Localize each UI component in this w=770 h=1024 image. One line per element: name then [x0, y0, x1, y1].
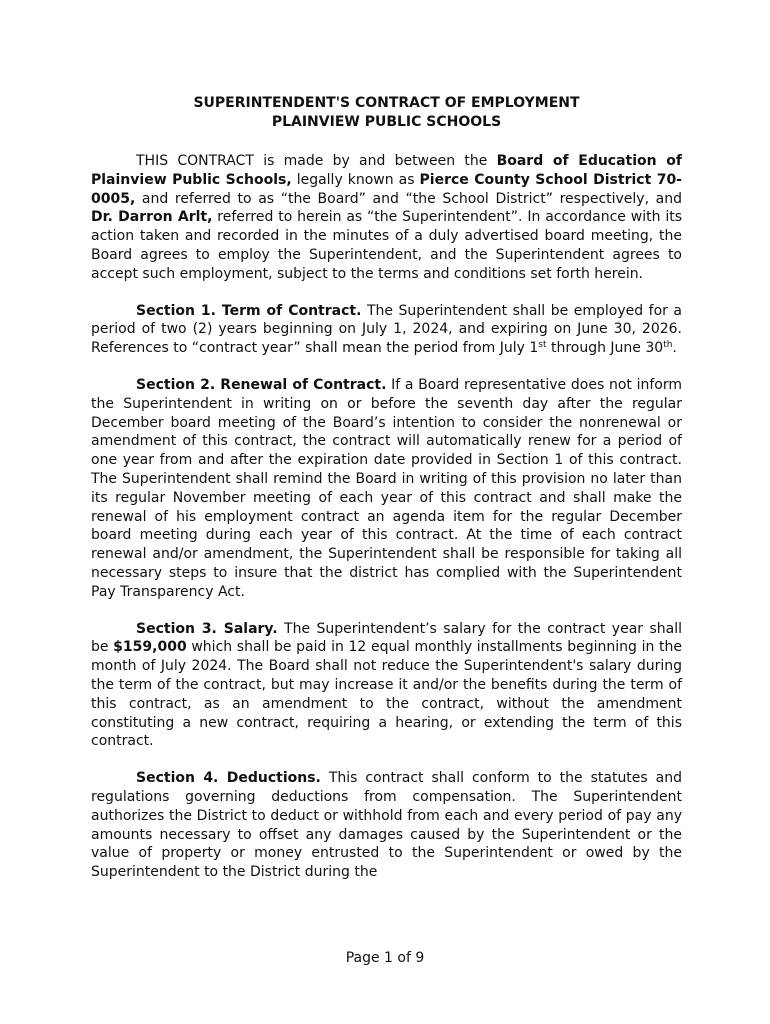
intro-text-3: and referred to as “the Board” and “the School District” respectively, and	[135, 190, 682, 207]
title-line-2: PLAINVIEW PUBLIC SCHOOLS	[271, 114, 502, 130]
section-2-heading: Section 2. Renewal of Contract.	[136, 376, 387, 393]
intro-text-2: legally known as	[291, 171, 420, 188]
section-3-heading: Section 3. Salary.	[136, 620, 278, 637]
section-1-text-1: The Superintendent shall be employed for a period of two (2) years beginning on July 1, 2024, and expiring on June 30, 2026. References to “contract year” shall mean the period from July 1	[91, 302, 682, 357]
intro-text-1: THIS CONTRACT is made by and between the	[136, 153, 497, 169]
section-1-sup-1: st	[538, 340, 547, 351]
superintendent-name: Dr. Darron Arlt,	[91, 209, 213, 226]
section-2	[91, 376, 682, 602]
intro-text-4: referred to herein as “the Superintendent”. In accordance with its action taken and recorded in the minutes of a duly advertised board meeting, the Board agrees to employ the Superintendent, and the Superintendent agrees to accept such employment, subject to the terms and conditions set forth herein.	[91, 209, 682, 282]
section-3	[91, 620, 682, 752]
section-1-text-3: .	[672, 340, 677, 357]
section-3-text-1: The Superintendent’s salary for the contract year shall be	[91, 620, 682, 656]
section-4-body: This contract shall conform to the statutes and regulations governing deductions from compensation. The Superintendent authorizes the District to deduct or withhold from each and every period of pay any amounts necessary to offset any damages caused by the Superintendent or the value of property or money entrusted to the Superintendent or owed by the Superintendent to the District during the	[91, 770, 682, 881]
section-1-heading: Section 1. Term of Contract.	[136, 302, 362, 319]
section-1-sup-2: th	[663, 340, 673, 351]
page-number: Page 1 of 9	[345, 950, 425, 966]
section-3-text-2: which shall be paid in 12 equal monthly installments beginning in the month of July 2024. The Board shall not reduce the Superintendent's salary during the term of the contract, but may increase it and/or the benefits during the term of this contract, as an amendment to the contract, without the amendment constituting a new contract, requiring a hearing, or extending the term of this contract.	[91, 639, 682, 750]
section-2-body: If a Board representative does not inform the Superintendent in writing on or before the seventh day after the regular December board meeting of the Board’s intention to consider the nonrenewal or amendment of this contract, the contract will automatically renew for a period of one year from and after the expiration date provided in Section 1 of this contract. The Superintendent shall remind the Board in writing of this provision no later than its regular November meeting of each year of this contract and shall make the renewal of his employment contract an agenda item for the regular December board meeting during each year of this contract. At the time of each contract renewal and/or amendment, the Superintendent shall be responsible for taking all necessary steps to insure that the district has complied with the Superintendent Pay Transparency Act.	[91, 376, 682, 600]
district-name: Pierce County School District 70-0005,	[91, 171, 682, 207]
document-page	[91, 94, 682, 882]
section-1	[91, 302, 682, 358]
document-title	[91, 94, 682, 132]
salary-amount: $159,000	[113, 639, 187, 656]
section-1-text-2: through June 30	[546, 340, 664, 357]
section-4	[91, 769, 682, 882]
section-4-heading: Section 4. Deductions.	[136, 770, 321, 787]
board-name: Board of Education of Plainview Public Schools,	[91, 153, 682, 188]
title-line-1: SUPERINTENDENT'S CONTRACT OF EMPLOYMENT	[193, 95, 580, 111]
intro-paragraph	[91, 152, 682, 284]
